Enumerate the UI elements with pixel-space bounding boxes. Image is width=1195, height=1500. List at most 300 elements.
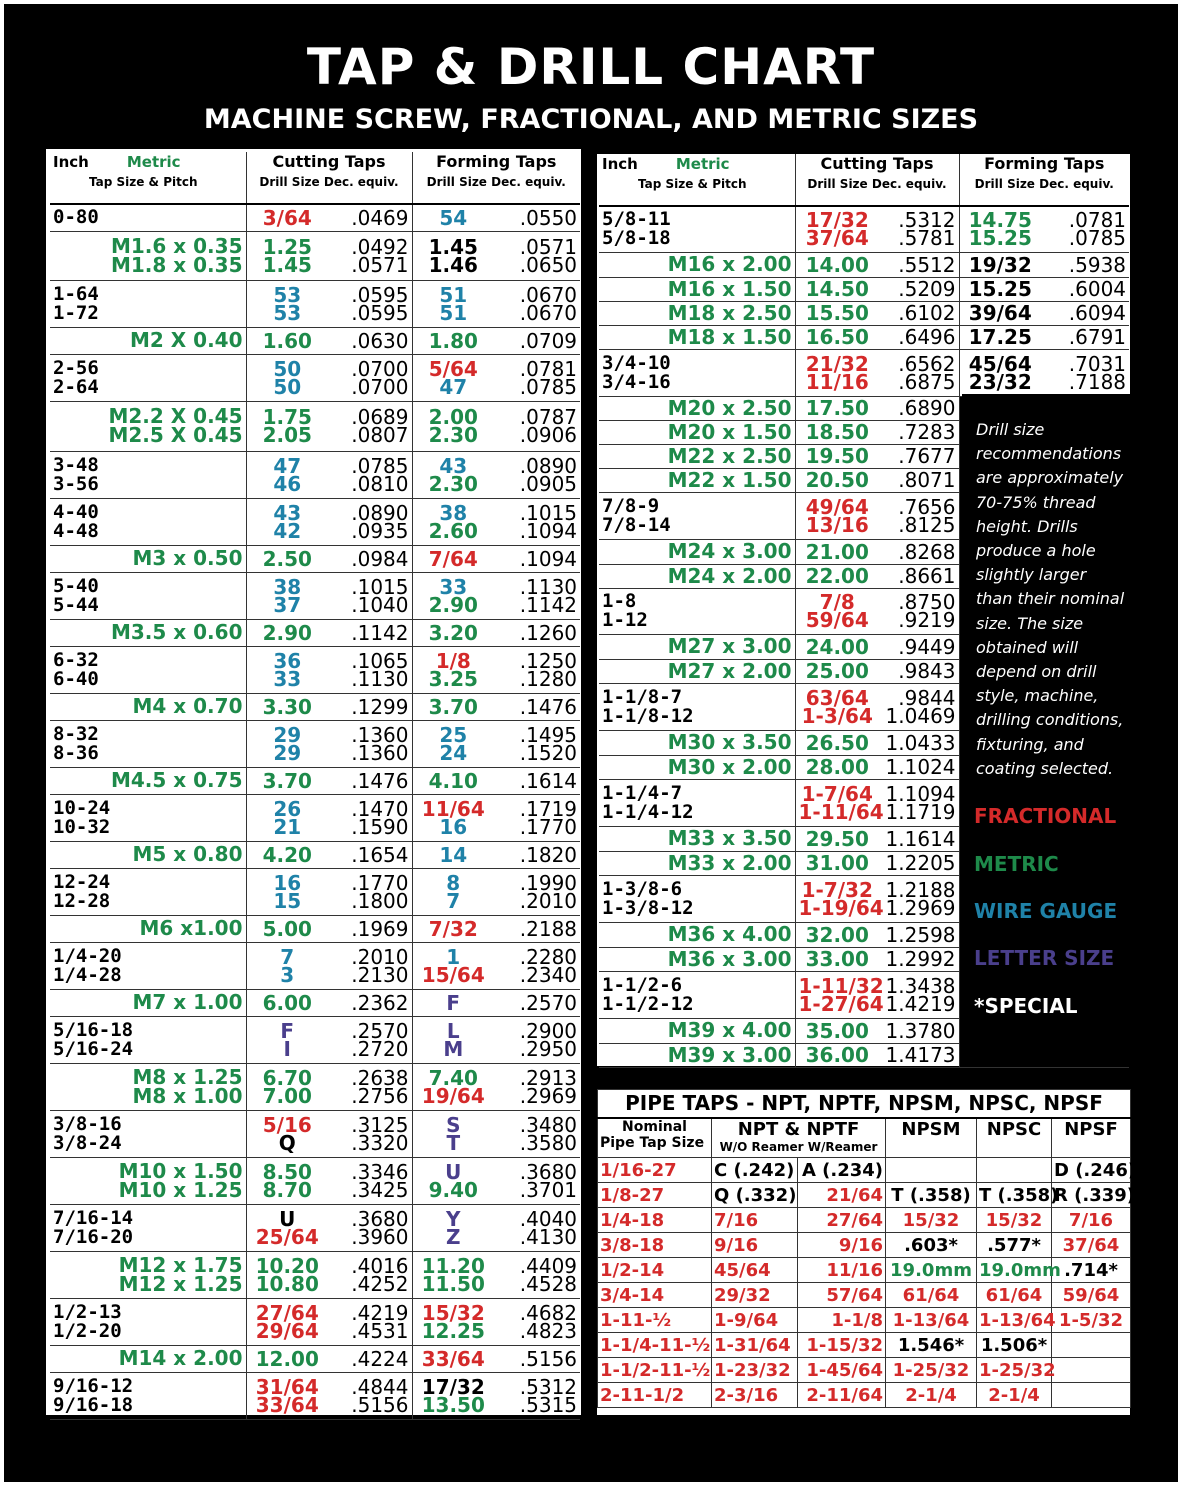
inch-size: 7/16-20: [53, 1225, 134, 1248]
pipe-npsf-cell: [1052, 1358, 1131, 1383]
cutting-drill-size: F: [280, 1018, 295, 1043]
cutting-dec-cell: [328, 915, 412, 942]
tap-size-cell: [50, 915, 246, 942]
cutting-dec-cell: [879, 683, 959, 730]
metric-size: M2 X 0.40: [129, 328, 243, 352]
forming-dec-equiv: .1094: [519, 518, 578, 543]
pipe-row: [598, 1333, 1131, 1358]
cutting-drill-cell: [795, 325, 879, 349]
page-title: TAP & DRILL CHART: [306, 38, 876, 96]
forming-drill-size: 12.25: [421, 1318, 485, 1343]
header-tap-size-pitch-right: Tap Size & Pitch: [638, 177, 747, 191]
pipe-row: [598, 1283, 1131, 1308]
inch-size: 1-8: [602, 590, 637, 612]
cutting-drill-cell: [246, 1110, 328, 1157]
forming-drill-cell: [412, 1204, 494, 1251]
pipe-npsc-cell: 2-1/4: [977, 1383, 1052, 1408]
cutting-dec-equiv: 1.2188: [885, 877, 956, 902]
inch-size: 1-1/8-7: [602, 685, 683, 708]
cutting-dec-cell: [879, 851, 959, 875]
forming-drill-size: F: [446, 990, 461, 1015]
forming-dec-equiv: .4528: [519, 1271, 578, 1296]
left-table-body: [50, 204, 580, 1419]
inch-size: 3/8-16: [53, 1112, 122, 1135]
pipe-npsm-cell: 1-13/64: [886, 1308, 977, 1333]
metric-size: M5 x 0.80: [132, 842, 243, 866]
forming-dec-equiv: .1770: [519, 814, 578, 839]
forming-dec-equiv: .2969: [519, 1083, 578, 1108]
forming-dec-cell: [494, 942, 580, 989]
inch-size: 3-56: [53, 472, 99, 495]
cutting-drill-size: 7/8: [819, 590, 855, 614]
header-cutting-drill-right: Drill Size Dec. equiv.: [807, 177, 947, 191]
tap-size-cell: [50, 720, 246, 767]
inch-size: 1-1/4-7: [602, 781, 683, 804]
cutting-dec-cell: [328, 1063, 412, 1110]
cutting-drill-size: 2.05: [262, 423, 312, 447]
table-row: [50, 915, 580, 942]
metric-size: M36 x 3.00: [667, 946, 792, 971]
cutting-dec-cell: [879, 301, 959, 325]
metric-size: M12 x 1.25: [118, 1271, 243, 1296]
cutting-dec-equiv: .1770: [351, 870, 409, 895]
forming-drill-size: 16: [439, 814, 468, 839]
forming-drill-size: T: [446, 1130, 461, 1155]
forming-dec-equiv: .2188: [519, 916, 578, 941]
note-legend-box: [962, 394, 1130, 1066]
cutting-drill-cell: [246, 1063, 328, 1110]
forming-drill-cell: [412, 354, 494, 401]
inch-size: 12-28: [53, 889, 111, 912]
forming-drill-size: 8: [446, 870, 461, 895]
tap-size-cell: [50, 767, 246, 794]
inch-size: 1-1/4-12: [602, 800, 694, 823]
cutting-drill-size: 33: [273, 666, 302, 691]
pipe-wo-cell: 7/16: [712, 1208, 798, 1233]
cutting-drill-cell: [246, 451, 328, 498]
cutting-drill-size: 59/64: [805, 608, 869, 632]
cutting-drill-size: 25.00: [805, 659, 869, 683]
tap-size-cell: [50, 280, 246, 327]
cutting-drill-size: 26.50: [805, 730, 869, 755]
tap-size-cell: [50, 1063, 246, 1110]
cutting-dec-equiv: .0630: [351, 328, 409, 353]
inch-size: 1-64: [53, 282, 99, 305]
table-row: [50, 572, 580, 619]
tap-size-cell: [50, 942, 246, 989]
cutting-drill-cell: [795, 683, 879, 730]
cutting-drill-size: 6.00: [262, 990, 312, 1015]
pipe-wr-cell: 21/64: [798, 1183, 886, 1208]
metric-size: M16 x 1.50: [667, 276, 792, 301]
cutting-drill-size: 63/64: [805, 685, 869, 710]
forming-dec-cell: [1041, 252, 1129, 277]
cutting-dec-cell: [879, 588, 959, 634]
metric-size: M30 x 3.50: [667, 730, 792, 754]
cutting-dec-cell: [879, 206, 959, 252]
tap-size-cell: [599, 206, 795, 252]
legend-special: *SPECIAL: [974, 994, 1078, 1018]
inch-size: 1/4-20: [53, 944, 122, 967]
pipe-wr-cell: 11/16: [798, 1258, 886, 1283]
cutting-dec-cell: [879, 634, 959, 659]
metric-size: M22 x 2.50: [667, 443, 792, 468]
header-cutting-taps-right: Cutting Taps: [820, 154, 934, 173]
table-row: [599, 301, 1129, 325]
header-inch: Inch: [53, 153, 89, 171]
inch-size: 1-1/2-6: [602, 973, 683, 996]
table-row: [599, 277, 1129, 301]
forming-dec-cell: [494, 767, 580, 794]
cutting-dec-cell: [879, 564, 959, 588]
forming-dec-equiv: .1142: [519, 592, 578, 617]
forming-dec-equiv: .0787: [519, 405, 578, 429]
cutting-drill-size: 33/64: [255, 1392, 319, 1417]
cutting-dec-cell: [879, 252, 959, 277]
tap-size-cell: [599, 468, 795, 492]
pipe-tap-size: 1/16-27: [598, 1158, 712, 1183]
tap-size-cell: [599, 539, 795, 564]
cutting-dec-equiv: 1.1614: [885, 826, 956, 851]
forming-dec-cell: [494, 1110, 580, 1157]
cutting-drill-cell: [795, 730, 879, 755]
cutting-dec-equiv: 1.1024: [885, 755, 956, 779]
table-row: [50, 327, 580, 354]
forming-dec-equiv: .1015: [519, 500, 578, 525]
forming-drill-size: 15/64: [421, 962, 485, 987]
cutting-drill-cell: [795, 588, 879, 634]
cutting-dec-equiv: 1.4173: [885, 1043, 956, 1067]
cutting-drill-size: 8.50: [262, 1159, 312, 1184]
inch-size: 1-3/8-12: [602, 896, 694, 919]
forming-drill-size: 17.25: [968, 325, 1032, 349]
cutting-dec-equiv: .5312: [898, 208, 956, 233]
cutting-drill-cell: [795, 492, 879, 539]
table-row: [50, 204, 580, 231]
cutting-dec-cell: [879, 396, 959, 420]
pipe-npsc-cell: .577*: [977, 1233, 1052, 1258]
cutting-drill-size: 8.70: [262, 1177, 312, 1202]
tap-size-cell: [50, 868, 246, 915]
cutting-drill-size: 22.00: [805, 564, 869, 588]
cutting-dec-cell: [879, 730, 959, 755]
metric-size: M16 x 2.00: [667, 252, 792, 276]
cutting-drill-size: 38: [273, 574, 302, 599]
cutting-dec-cell: [879, 779, 959, 826]
cutting-dec-cell: [328, 327, 412, 354]
pipe-row: [598, 1233, 1131, 1258]
forming-drill-size: 2.00: [428, 405, 478, 429]
inch-size: 5/16-18: [53, 1018, 134, 1041]
cutting-drill-size: 5.00: [262, 916, 312, 941]
forming-drill-size: 3.25: [428, 666, 478, 691]
cutting-drill-cell: [795, 349, 879, 396]
cutting-dec-equiv: .3125: [351, 1112, 409, 1137]
forming-dec-cell: [494, 545, 580, 572]
tap-size-cell: [50, 1157, 246, 1204]
inch-size: 3/4-10: [602, 351, 671, 374]
pipe-wo-cell: 9/16: [712, 1233, 798, 1258]
forming-dec-equiv: .1820: [519, 842, 578, 867]
cutting-dec-cell: [328, 1016, 412, 1063]
cutting-drill-cell: [246, 1298, 328, 1345]
inch-size: 7/8-9: [602, 494, 660, 517]
pipe-taps-body: [598, 1158, 1137, 1408]
pipe-npsm-cell: [886, 1158, 977, 1183]
cutting-drill-cell: [246, 989, 328, 1016]
forming-drill-size: 14: [439, 842, 468, 867]
pipe-npsc-cell: 19.0mm: [977, 1258, 1052, 1283]
forming-dec-equiv: .1280: [519, 666, 578, 691]
cutting-dec-equiv: .0810: [351, 471, 409, 496]
table-row: [50, 401, 580, 451]
forming-dec-cell: [494, 720, 580, 767]
header-forming: [412, 152, 580, 204]
pipe-header-npt: [712, 1118, 886, 1158]
pipe-wr-cell: 9/16: [798, 1233, 886, 1258]
cutting-drill-cell: [246, 572, 328, 619]
table-row: [50, 720, 580, 767]
pipe-wo-cell: 45/64: [712, 1258, 798, 1283]
forming-dec-equiv: .6094: [1068, 301, 1127, 325]
tap-size-cell: [599, 1043, 795, 1067]
forming-dec-equiv: .4040: [519, 1206, 578, 1231]
cutting-drill-size: 1-27/64: [798, 991, 884, 1016]
tap-size-cell: [50, 841, 246, 868]
pipe-wo-cell: C (.242): [712, 1158, 798, 1183]
pipe-header-tap-size-label: Pipe Tap Size: [600, 1134, 705, 1151]
cutting-drill-size: 36: [273, 648, 302, 673]
forming-drill-size: 1.46: [428, 252, 478, 277]
cutting-drill-size: 31/64: [255, 1374, 319, 1399]
forming-drill-size: 17/32: [421, 1374, 485, 1399]
metric-size: M33 x 3.50: [667, 826, 792, 850]
cutting-drill-size: 25/64: [255, 1224, 319, 1249]
cutting-dec-equiv: .0689: [351, 405, 409, 429]
cutting-dec-equiv: 1.2992: [885, 947, 956, 971]
cutting-dec-equiv: .5781: [898, 226, 956, 251]
cutting-drill-size: I: [283, 1036, 291, 1061]
table-row: [599, 206, 1129, 252]
cutting-dec-equiv: .2720: [351, 1036, 409, 1061]
forming-drill-size: 25: [439, 722, 468, 747]
left-table-panel: [45, 148, 582, 1416]
metric-size: M33 x 2.00: [667, 850, 792, 875]
table-row: [50, 767, 580, 794]
tap-size-cell: [50, 1372, 246, 1419]
pipe-header-nominal: [598, 1118, 712, 1158]
forming-drill-size: 15.25: [968, 277, 1032, 301]
cutting-dec-cell: [328, 942, 412, 989]
cutting-dec-equiv: .8268: [898, 539, 956, 564]
pipe-npsc-cell: T (.358): [977, 1183, 1052, 1208]
forming-dec-cell: [1041, 301, 1129, 325]
forming-dec-cell: [494, 646, 580, 693]
cutting-dec-equiv: .4016: [351, 1253, 409, 1278]
cutting-dec-equiv: .6102: [898, 301, 956, 325]
cutting-dec-equiv: 1.2205: [885, 851, 956, 875]
forming-dec-equiv: .4823: [519, 1318, 578, 1343]
left-tap-table: [50, 152, 580, 1420]
inch-size: 10-24: [53, 796, 111, 819]
cutting-drill-cell: [795, 922, 879, 947]
cutting-drill-cell: [246, 1157, 328, 1204]
tap-size-cell: [599, 730, 795, 755]
cutting-dec-equiv: .3680: [351, 1206, 409, 1231]
forming-dec-equiv: .0670: [519, 300, 578, 325]
cutting-drill-cell: [246, 1251, 328, 1298]
pipe-npsf-cell: [1052, 1383, 1131, 1408]
cutting-dec-equiv: .4252: [351, 1271, 409, 1296]
tap-size-cell: [50, 545, 246, 572]
cutting-dec-equiv: 1.1719: [885, 799, 956, 824]
pipe-npsm-cell: 1.546*: [886, 1333, 977, 1358]
cutting-dec-cell: [328, 1110, 412, 1157]
cutting-dec-equiv: .6875: [898, 369, 956, 394]
cutting-drill-cell: [795, 826, 879, 851]
cutting-drill-size: 2.90: [262, 620, 312, 645]
cutting-dec-cell: [879, 659, 959, 683]
metric-size: M1.6 x 0.35: [110, 233, 243, 258]
cutting-dec-equiv: .9844: [898, 685, 956, 710]
forming-drill-size: 1.45: [428, 234, 478, 259]
inch-size: 9/16-18: [53, 1393, 134, 1416]
metric-size: M39 x 3.00: [667, 1042, 792, 1067]
pipe-npsc-cell: 1-25/32: [977, 1358, 1052, 1383]
tap-size-cell: [50, 794, 246, 841]
cutting-drill-cell: [795, 659, 879, 683]
cutting-dec-equiv: 1.0469: [885, 703, 956, 728]
metric-size: M39 x 4.00: [667, 1018, 792, 1042]
tap-size-cell: [599, 277, 795, 301]
table-row: [599, 252, 1129, 277]
forming-drill-cell: [412, 1298, 494, 1345]
cutting-drill-size: 1-7/32: [801, 877, 873, 902]
pipe-npsm-cell: 15/32: [886, 1208, 977, 1233]
pipe-tap-size: 3/4-14: [598, 1283, 712, 1308]
forming-drill-cell: [959, 349, 1041, 396]
forming-drill-cell: [412, 915, 494, 942]
forming-drill-size: 4.10: [428, 768, 478, 793]
forming-dec-equiv: .4409: [519, 1253, 578, 1278]
tap-size-cell: [599, 922, 795, 947]
forming-dec-equiv: .3680: [519, 1159, 578, 1184]
cutting-dec-cell: [328, 545, 412, 572]
cutting-dec-equiv: .8125: [898, 512, 956, 537]
forming-drill-cell: [412, 1016, 494, 1063]
cutting-drill-cell: [795, 539, 879, 564]
cutting-drill-size: 5/16: [262, 1112, 312, 1137]
table-row: [50, 354, 580, 401]
forming-drill-size: 54: [439, 205, 468, 230]
cutting-dec-equiv: .7283: [898, 420, 956, 444]
cutting-dec-cell: [879, 826, 959, 851]
pipe-row: [598, 1308, 1131, 1333]
legend-letter-size: LETTER SIZE: [974, 946, 1115, 970]
metric-size: M20 x 2.50: [667, 395, 792, 420]
table-row: [50, 1063, 580, 1110]
table-row: [50, 280, 580, 327]
cutting-drill-size: 12.00: [255, 1346, 319, 1371]
tap-size-cell: [50, 327, 246, 354]
forming-drill-cell: [412, 868, 494, 915]
table-row: [50, 942, 580, 989]
inch-size: 1/2-20: [53, 1319, 122, 1342]
pipe-npsf-cell: 59/64: [1052, 1283, 1131, 1308]
forming-dec-equiv: .1719: [519, 796, 578, 821]
cutting-dec-equiv: .1969: [351, 916, 409, 941]
tap-size-cell: [599, 634, 795, 659]
pipe-wr-cell: 27/64: [798, 1208, 886, 1233]
table-row: [50, 451, 580, 498]
cutting-drill-size: 13/16: [805, 512, 869, 537]
pipe-wr-cell: 1-15/32: [798, 1333, 886, 1358]
forming-dec-cell: [494, 280, 580, 327]
forming-drill-size: 19/32: [968, 252, 1032, 277]
pipe-header-npsf: NPSF: [1052, 1118, 1131, 1158]
header-tap-size-right: [599, 154, 795, 206]
cutting-dec-equiv: .1130: [351, 666, 409, 691]
cutting-dec-cell: [328, 1157, 412, 1204]
cutting-drill-size: 29: [273, 740, 302, 765]
cutting-drill-cell: [795, 1043, 879, 1067]
forming-dec-equiv: .4682: [519, 1300, 578, 1325]
cutting-drill-size: 15: [273, 888, 302, 913]
header-metric-right: Metric: [675, 155, 730, 173]
cutting-dec-equiv: 1.3780: [885, 1018, 956, 1043]
cutting-drill-size: 3.30: [262, 694, 312, 719]
inch-size: 1/2-13: [53, 1300, 122, 1323]
pipe-wr-cell: 1-1/8: [798, 1308, 886, 1333]
cutting-dec-equiv: .8071: [898, 468, 956, 492]
forming-drill-size: 11.50: [421, 1271, 485, 1296]
cutting-drill-cell: [795, 634, 879, 659]
forming-dec-equiv: .0571: [519, 234, 578, 259]
cutting-dec-equiv: .6562: [898, 351, 956, 376]
cutting-drill-cell: [795, 301, 879, 325]
table-row: [50, 693, 580, 720]
pipe-npsm-cell: .603*: [886, 1233, 977, 1258]
legend-wire-gauge: WIRE GAUGE: [974, 899, 1118, 923]
inch-size: 9/16-12: [53, 1374, 134, 1397]
cutting-dec-equiv: .1360: [351, 740, 409, 765]
inch-size: 5-40: [53, 574, 99, 597]
forming-drill-cell: [412, 572, 494, 619]
forming-drill-cell: [412, 498, 494, 545]
cutting-drill-cell: [246, 841, 328, 868]
pipe-npsc-cell: 1-13/64: [977, 1308, 1052, 1333]
forming-dec-cell: [494, 204, 580, 231]
forming-drill-size: 15.25: [968, 226, 1032, 251]
table-row: [50, 1345, 580, 1372]
forming-dec-cell: [494, 693, 580, 720]
cutting-dec-cell: [328, 989, 412, 1016]
tap-size-cell: [599, 659, 795, 683]
forming-drill-size: Z: [446, 1224, 461, 1249]
cutting-dec-equiv: .7677: [898, 444, 956, 468]
inch-size: 1-72: [53, 301, 99, 324]
cutting-drill-size: 1.25: [262, 234, 312, 259]
tap-size-cell: [599, 971, 795, 1018]
tap-size-cell: [599, 947, 795, 971]
tap-size-cell: [50, 619, 246, 646]
forming-dec-equiv: .1476: [519, 694, 578, 719]
tap-size-cell: [599, 325, 795, 349]
inch-size: 8-36: [53, 741, 99, 764]
metric-size: M14 x 2.00: [118, 1346, 243, 1370]
cutting-drill-cell: [246, 646, 328, 693]
cutting-dec-equiv: 1.4219: [885, 991, 956, 1016]
